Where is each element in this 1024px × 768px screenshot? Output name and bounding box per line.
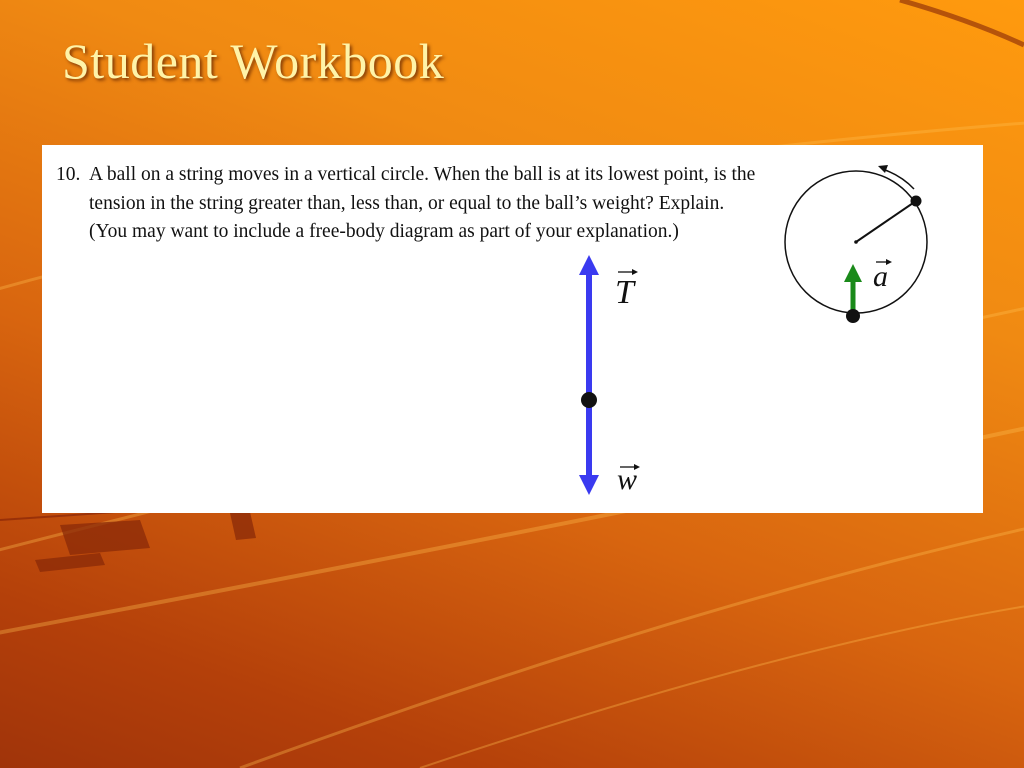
motion-arc-arrowhead [878,165,888,173]
figure-canvas [42,145,983,513]
acceleration-label: a [873,260,888,293]
tension-arrowhead [579,255,599,275]
acceleration-arrowhead [844,264,862,282]
moving-ball [911,196,922,207]
bottom-ball [846,309,860,323]
weight-arrowhead [579,475,599,495]
workbook-panel [42,145,983,513]
slide-title: Student Workbook [62,33,445,89]
ball-dot [581,392,597,408]
string-line [856,201,916,242]
question-text: A ball on a string moves in a vertical circle. When the ball is at its lowest point, is the tension in the string greater than, less than, or equal to the ball’s weight? Explain. (You may want to include a free-body diagram as part of your explanation.) [89,164,756,242]
tension-label: T [615,274,634,311]
question-number: 10. [56,164,81,185]
weight-label: w [617,463,638,496]
vertical-circle-diagram [785,165,927,323]
free-body-diagram [579,255,640,496]
center-dot [854,240,858,244]
